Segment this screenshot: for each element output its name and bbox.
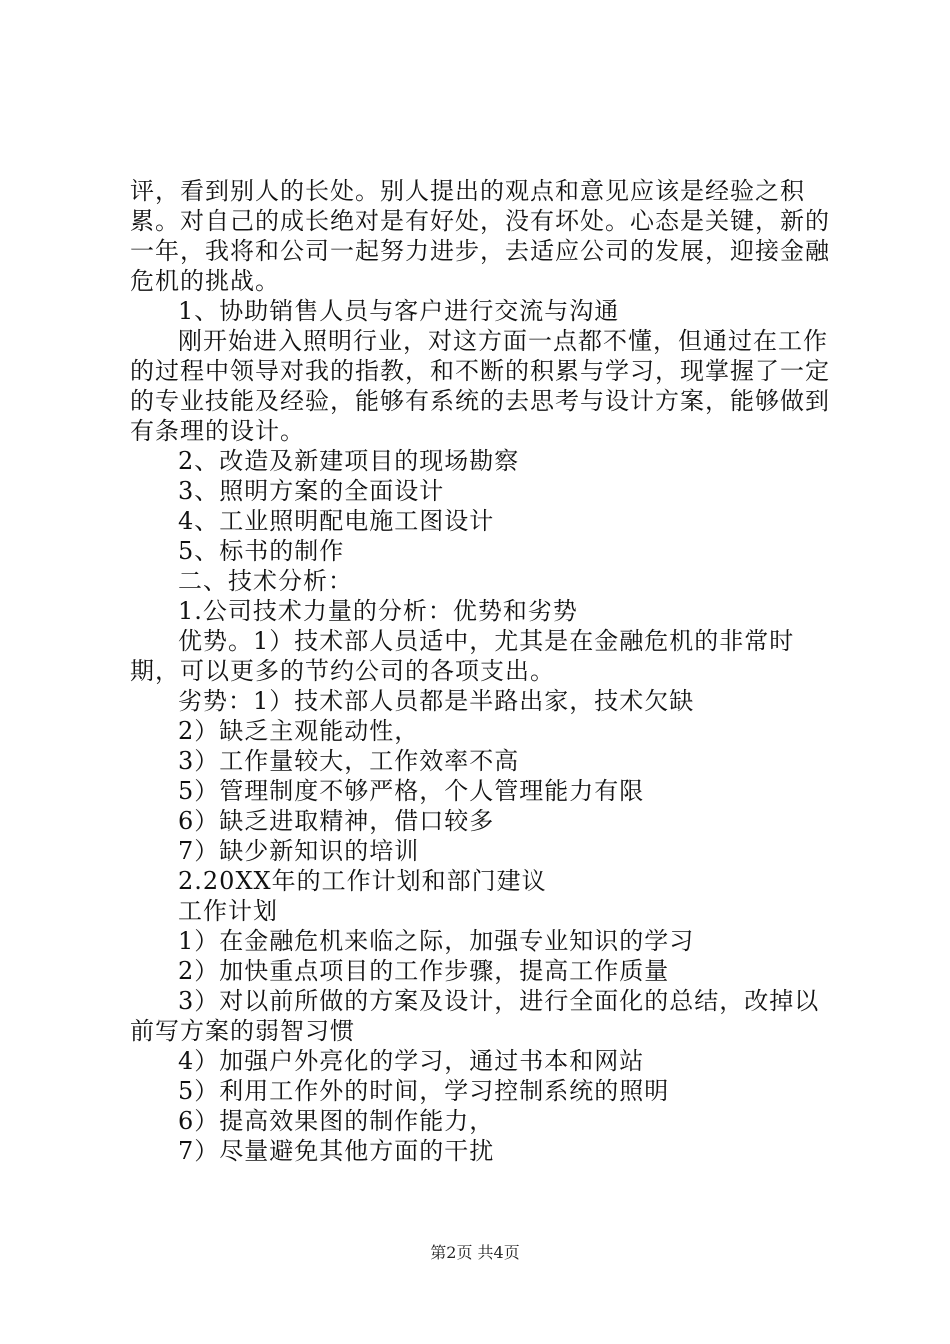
paragraph: 优势。1）技术部人员适中，尤其是在金融危机的非常时期，可以更多的节约公司的各项支出。 [130, 627, 795, 685]
paragraph: 3）工作量较大，工作效率不高 [178, 747, 520, 775]
paragraph: 1.公司技术力量的分析：优势和劣势 [178, 597, 578, 625]
paragraph: 5）利用工作外的时间，学习控制系统的照明 [178, 1077, 670, 1105]
paragraph: 7）尽量避免其他方面的干扰 [178, 1137, 495, 1165]
paragraph: 4）加强户外亮化的学习，通过书本和网站 [178, 1047, 645, 1075]
page-footer: 第2页 共4页 [430, 1243, 520, 1262]
paragraph: 劣势：1）技术部人员都是半路出家，技术欠缺 [178, 687, 695, 715]
paragraph: 4、工业照明配电施工图设计 [178, 507, 495, 535]
paragraph: 1）在金融危机来临之际，加强专业知识的学习 [178, 927, 695, 955]
paragraph: 3）对以前所做的方案及设计，进行全面化的总结，改掉以前写方案的弱智习惯 [130, 987, 820, 1045]
paragraph: 5、标书的制作 [178, 537, 345, 565]
document-body [130, 176, 830, 1166]
paragraph: 刚开始进入照明行业，对这方面一点都不懂，但通过在工作的过程中领导对我的指教，和不断的积累与学习，现掌握了一定的专业技能及经验，能够有系统的去思考与设计方案，能够做到有条理的设计。 [130, 327, 830, 445]
paragraph: 1、协助销售人员与客户进行交流与沟通 [178, 297, 620, 325]
paragraph: 6）提高效果图的制作能力， [178, 1107, 495, 1135]
paragraph: 2.20XX年的工作计划和部门建议 [178, 867, 547, 895]
paragraph: 工作计划 [178, 897, 278, 925]
paragraph: 二、技术分析： [178, 567, 353, 595]
paragraph: 评，看到别人的长处。别人提出的观点和意见应该是经验之积累。对自己的成长绝对是有好处，没有坏处。心态是关键，新的一年，我将和公司一起努力进步，去适应公司的发展，迎接金融危机的挑战。 [130, 177, 830, 295]
paragraph: 5）管理制度不够严格，个人管理能力有限 [178, 777, 645, 805]
paragraph: 3、照明方案的全面设计 [178, 477, 445, 505]
paragraph: 7）缺少新知识的培训 [178, 837, 420, 865]
paragraph: 2）加快重点项目的工作步骤，提高工作质量 [178, 957, 670, 985]
paragraph: 2、改造及新建项目的现场勘察 [178, 447, 520, 475]
paragraph: 6）缺乏进取精神，借口较多 [178, 807, 495, 835]
paragraph: 2）缺乏主观能动性， [178, 717, 420, 745]
